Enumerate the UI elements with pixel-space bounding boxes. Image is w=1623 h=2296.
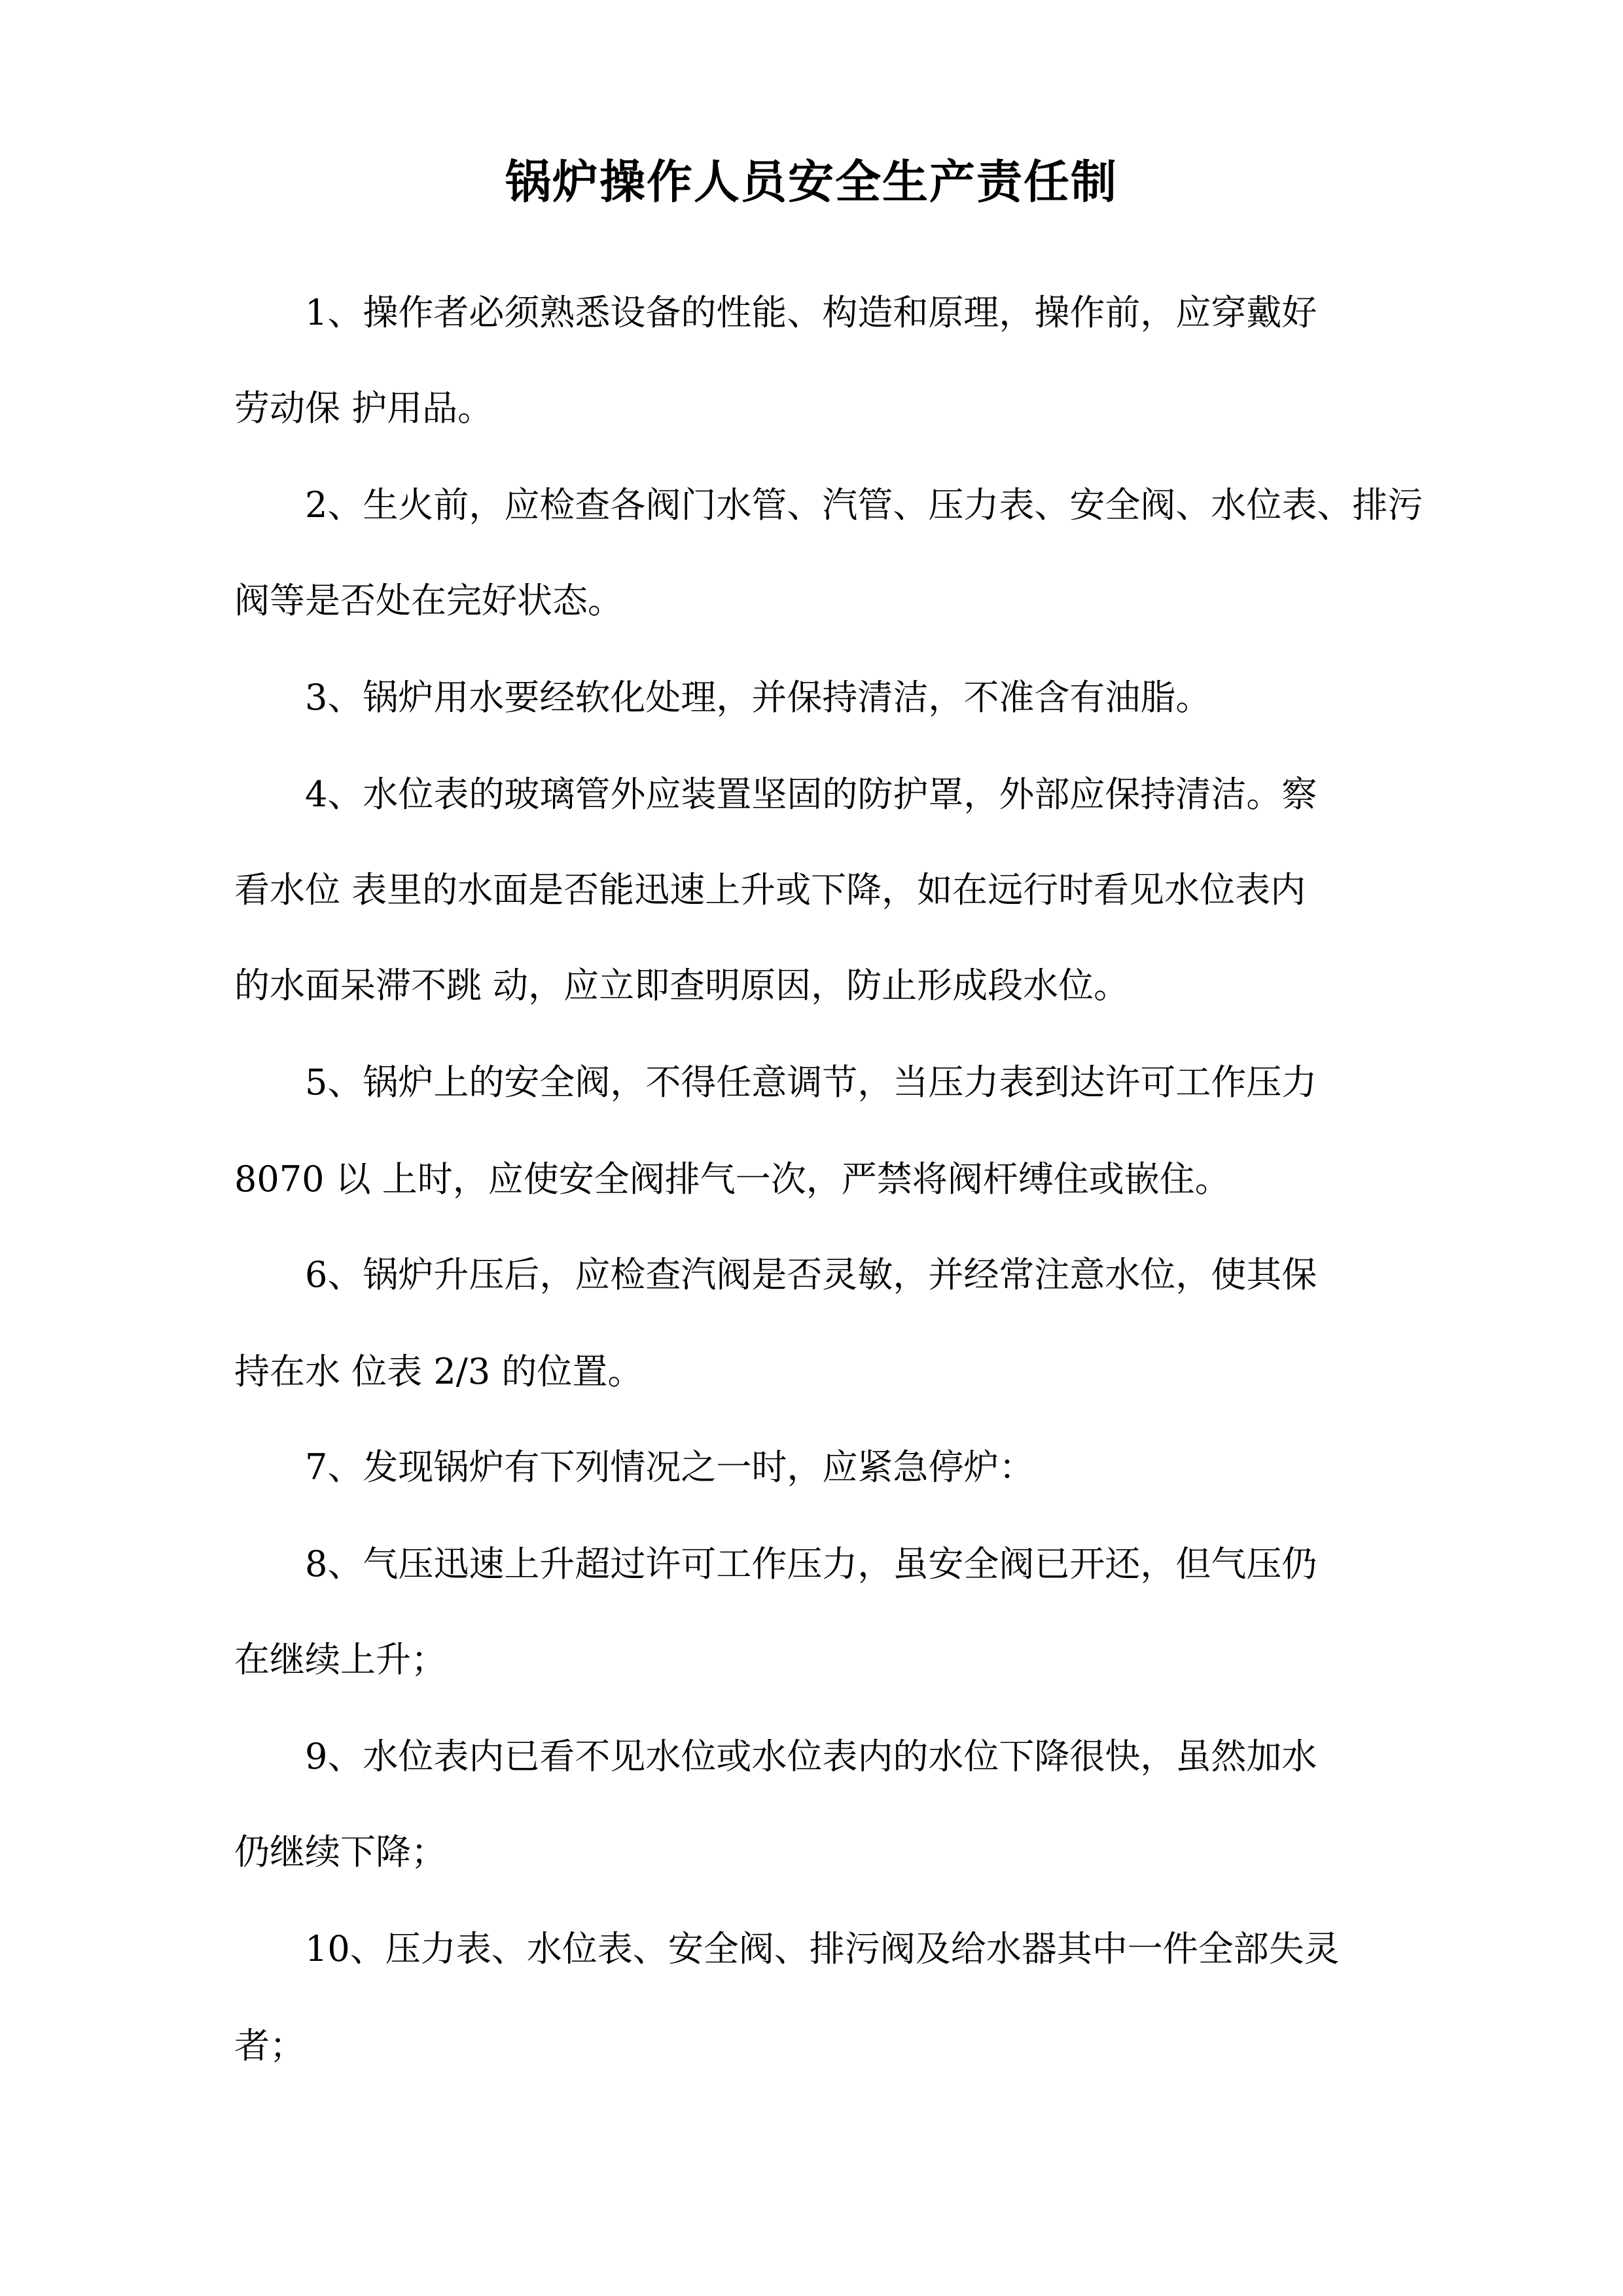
clause-10-line-2: 者； <box>234 2025 305 2066</box>
clause-9-line-2: 仍继续下降； <box>234 1831 446 1873</box>
clause-5-line-1: 5、锅炉上的安全阀，不得任意调节，当压力表到达许可工作压力 <box>305 1062 1317 1103</box>
clause-5-line-2: 8070 以 上时，应使安全阀排气一次，严禁将阀杆缚住或嵌住。 <box>234 1158 1230 1200</box>
clause-6-line-1: 6、锅炉升压后，应检查汽阀是否灵敏，并经常注意水位，使其保 <box>305 1254 1317 1295</box>
clause-1-line-1: 1、操作者必须熟悉设备的性能、构造和原理，操作前，应穿戴好 <box>305 292 1317 333</box>
clause-6-line-2: 持在水 位表 2/3 的位置。 <box>234 1351 643 1392</box>
clause-8-line-1: 8、气压迅速上升超过许可工作压力，虽安全阀已开还，但气压仍 <box>305 1543 1317 1585</box>
clause-1-line-2: 劳动保 护用品。 <box>234 387 493 429</box>
clause-9-line-1: 9、水位表内已看不见水位或水位表内的水位下降很快，虽然加水 <box>305 1736 1317 1777</box>
clause-2-line-1: 2、生火前，应检查各阀门水管、汽管、压力表、安全阀、水位表、排污 <box>305 484 1423 526</box>
document-title: 锅炉操作人员安全生产责任制 <box>505 154 1118 209</box>
clause-7-line-1: 7、发现锅炉有下列情况之一时，应紧急停炉： <box>305 1446 1035 1488</box>
clause-4-line-2: 看水位 表里的水面是否能迅速上升或下降，如在远行时看见水位表内 <box>234 869 1306 910</box>
clause-4-line-3: 的水面呆滞不跳 动，应立即查明原因，防止形成段水位。 <box>234 965 1130 1006</box>
clause-8-line-2: 在继续上升； <box>234 1639 446 1680</box>
clause-2-line-2: 阀等是否处在完好状态。 <box>234 580 623 621</box>
clause-10-line-1: 10、压力表、水位表、安全阀、排污阀及给水器其中一件全部失灵 <box>305 1928 1340 1969</box>
clause-3-line-1: 3、锅炉用水要经软化处理，并保持清洁，不准含有油脂。 <box>305 677 1211 718</box>
clause-4-line-1: 4、水位表的玻璃管外应装置坚固的防护罩，外部应保持清洁。察 <box>305 774 1317 815</box>
